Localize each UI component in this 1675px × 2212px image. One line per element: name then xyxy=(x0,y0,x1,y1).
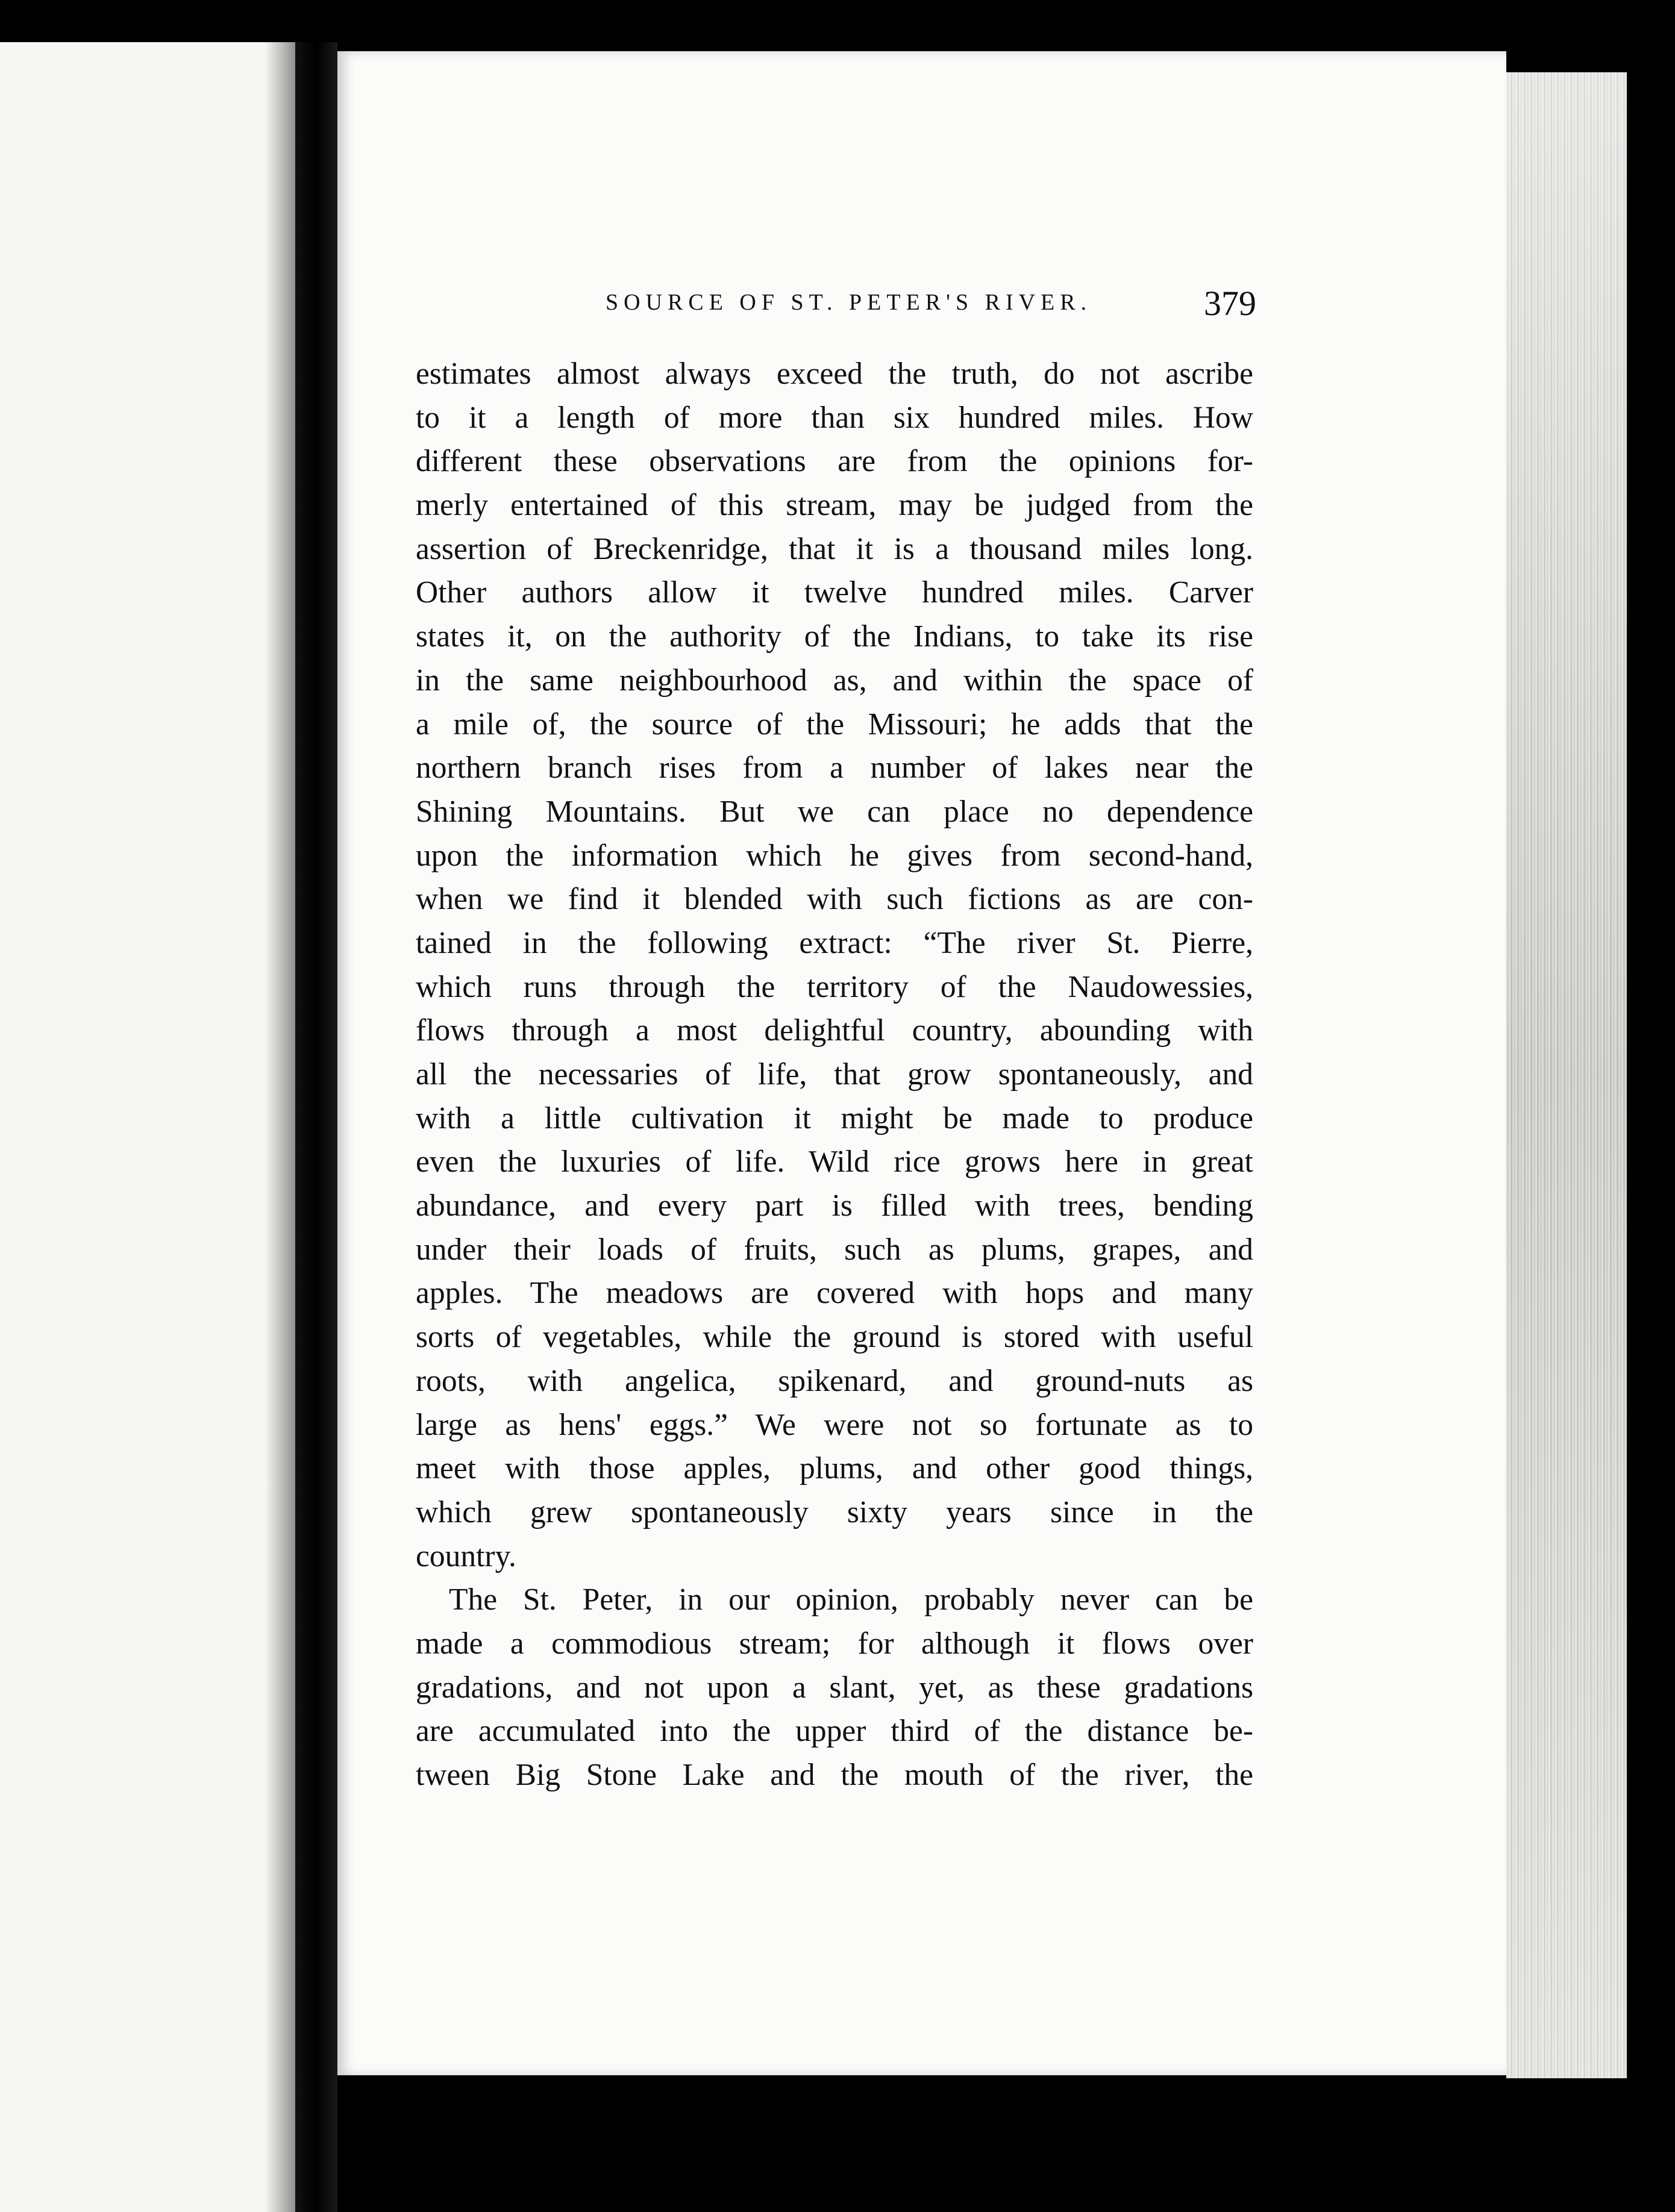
paragraph-start-line: The St. Peter, in our opinion, probably never can be xyxy=(449,1582,1253,1617)
text-line: tained in the following extract: “The river St. Pierre, xyxy=(416,925,1253,960)
text-line: flows through a most delightful country, abounding with xyxy=(416,1013,1253,1048)
text-line: abundance, and every part is filled with trees, bending xyxy=(416,1189,1253,1223)
text-line: a mile of, the source of the Missouri; he adds that the xyxy=(416,707,1253,742)
text-line: Other authors allow it twelve hundred miles. Carver xyxy=(416,575,1253,610)
text-line: tween Big Stone Lake and the mouth of the river, the xyxy=(416,1758,1253,1792)
text-line: upon the information which he gives from second-hand, xyxy=(416,838,1253,873)
text-line: are accumulated into the upper third of the distance be- xyxy=(416,1714,1253,1749)
text-line: apples. The meadows are covered with hops and many xyxy=(416,1276,1253,1311)
text-line: estimates almost always exceed the truth, do not ascribe xyxy=(416,357,1253,391)
text-line: different these observations are from the opinions for- xyxy=(416,444,1253,479)
text-line: roots, with angelica, spikenard, and ground-nuts as xyxy=(416,1363,1253,1398)
text-line: sorts of vegetables, while the ground is stored with useful xyxy=(416,1320,1253,1355)
text-line: which runs through the territory of the Naudowessies, xyxy=(416,969,1253,1004)
text-line: northern branch rises from a number of lakes near the xyxy=(416,751,1253,786)
book-gutter xyxy=(295,42,337,2212)
text-line: Shining Mountains. But we can place no dependence xyxy=(416,794,1253,829)
text-line: even the luxuries of life. Wild rice grows here in great xyxy=(416,1145,1253,1179)
text-line: assertion of Breckenridge, that it is a thousand miles long. xyxy=(416,531,1253,566)
text-line: with a little cultivation it might be made to produce xyxy=(416,1101,1253,1136)
paragraph-end-line: country. xyxy=(416,1539,516,1573)
text-line: meet with those apples, plums, and other good things, xyxy=(416,1451,1253,1486)
page-number: 379 xyxy=(1204,284,1256,323)
text-line: all the necessaries of life, that grow spontaneously, and xyxy=(416,1057,1253,1092)
text-line: made a commodious stream; for although it flows over xyxy=(416,1626,1253,1661)
running-header: SOURCE OF ST. PETER'S RIVER. xyxy=(606,290,1092,315)
text-line: in the same neighbourhood as, and within the space of xyxy=(416,663,1253,698)
text-line: gradations, and not upon a slant, yet, as these gradations xyxy=(416,1670,1253,1705)
text-line: merly entertained of this stream, may be judged from the xyxy=(416,488,1253,523)
page-edge-stack xyxy=(1506,72,1627,2078)
text-line: states it, on the authority of the Indians, to take its rise xyxy=(416,619,1253,654)
text-line: to it a length of more than six hundred miles. How xyxy=(416,400,1253,435)
text-line: which grew spontaneously sixty years since in the xyxy=(416,1495,1253,1529)
body-text xyxy=(416,352,1253,1798)
left-facing-page xyxy=(0,42,295,2212)
text-line: under their loads of fruits, such as plums, grapes, and xyxy=(416,1232,1253,1267)
text-line: large as hens' eggs.” We were not so fortunate as to xyxy=(416,1407,1253,1442)
text-line: when we find it blended with such fictions as are con- xyxy=(416,882,1253,917)
